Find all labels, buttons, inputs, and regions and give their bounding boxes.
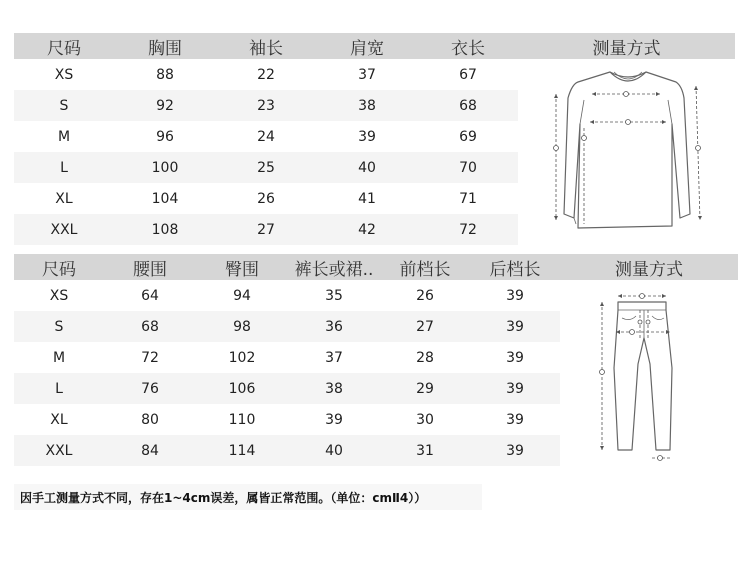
sleeve-cell: 23 xyxy=(257,97,275,114)
pants-length-cell: 39 xyxy=(325,411,343,428)
front-rise-cell: 30 xyxy=(416,411,434,428)
back-rise-cell: 39 xyxy=(506,411,524,428)
sleeve-cell: 25 xyxy=(257,159,275,176)
chest-cell: 88 xyxy=(156,66,174,83)
header-waist: 腰围 xyxy=(133,259,167,280)
hip-cell: 102 xyxy=(228,349,256,366)
waist-cell: 80 xyxy=(141,411,159,428)
header-front-rise: 前档长 xyxy=(399,259,451,280)
size-cell: L xyxy=(60,159,68,176)
table-row xyxy=(14,183,518,214)
shoulder-cell: 37 xyxy=(358,66,376,83)
waist-cell: 68 xyxy=(141,318,159,335)
size-cell: XS xyxy=(54,66,74,83)
shoulder-cell: 42 xyxy=(358,221,376,238)
table-row xyxy=(14,214,518,245)
waist-cell: 72 xyxy=(141,349,159,366)
table-row xyxy=(14,311,560,342)
shoulder-cell: 38 xyxy=(358,97,376,114)
waist-cell: 76 xyxy=(141,380,159,397)
top-table-header xyxy=(14,33,735,59)
size-cell: XL xyxy=(55,190,73,207)
pants-length-cell: 38 xyxy=(325,380,343,397)
table-row xyxy=(14,373,560,404)
length-cell: 72 xyxy=(459,221,477,238)
header-shoulder: 肩宽 xyxy=(350,38,384,59)
length-cell: 70 xyxy=(459,159,477,176)
pants-length-cell: 40 xyxy=(325,442,343,459)
front-rise-cell: 31 xyxy=(416,442,434,459)
measurement-note: 因手工测量方式不同，存在1~4cm误差，属皆正常范围。（单位：cmⅡ4）） xyxy=(14,484,482,510)
shoulder-cell: 40 xyxy=(358,159,376,176)
front-rise-cell: 27 xyxy=(416,318,434,335)
sleeve-cell: 26 xyxy=(257,190,275,207)
hip-cell: 114 xyxy=(228,442,256,459)
back-rise-cell: 39 xyxy=(506,349,524,366)
chest-cell: 96 xyxy=(156,128,174,145)
hip-cell: 110 xyxy=(228,411,256,428)
header-sleeve: 袖长 xyxy=(249,38,283,59)
pants-length-cell: 36 xyxy=(325,318,343,335)
front-rise-cell: 28 xyxy=(416,349,434,366)
chest-cell: 104 xyxy=(151,190,179,207)
hip-cell: 106 xyxy=(228,380,256,397)
back-rise-cell: 39 xyxy=(506,442,524,459)
header-size: 尺码 xyxy=(47,38,81,59)
pants-diagram-icon xyxy=(590,288,690,468)
shirt-diagram-icon xyxy=(548,64,708,236)
size-cell: M xyxy=(57,128,71,145)
chest-cell: 100 xyxy=(151,159,179,176)
waist-cell: 84 xyxy=(141,442,159,459)
front-rise-cell: 26 xyxy=(416,287,434,304)
front-rise-cell: 29 xyxy=(416,380,434,397)
chest-cell: 92 xyxy=(156,97,174,114)
sleeve-cell: 27 xyxy=(257,221,275,238)
table-row xyxy=(14,152,518,183)
header-size: 尺码 xyxy=(42,259,76,280)
back-rise-cell: 39 xyxy=(506,318,524,335)
bottom-table-header xyxy=(14,254,738,280)
waist-cell: 64 xyxy=(141,287,159,304)
chest-cell: 108 xyxy=(151,221,179,238)
length-cell: 68 xyxy=(459,97,477,114)
table-row xyxy=(14,90,518,121)
table-row xyxy=(14,121,518,152)
back-rise-cell: 39 xyxy=(506,380,524,397)
sleeve-cell: 24 xyxy=(257,128,275,145)
size-cell: XXL xyxy=(45,442,73,459)
hip-cell: 94 xyxy=(233,287,251,304)
shoulder-cell: 41 xyxy=(358,190,376,207)
shoulder-cell: 39 xyxy=(358,128,376,145)
table-row xyxy=(14,435,560,466)
hip-cell: 98 xyxy=(233,318,251,335)
size-cell: XL xyxy=(50,411,68,428)
pants-length-cell: 37 xyxy=(325,349,343,366)
header-chest: 胸围 xyxy=(148,38,182,59)
header-back-rise: 后档长 xyxy=(489,259,541,280)
size-cell: S xyxy=(54,318,64,335)
length-cell: 71 xyxy=(459,190,477,207)
header-pants-length: 裤长或裙.. xyxy=(294,259,374,280)
table-row xyxy=(14,342,560,373)
length-cell: 67 xyxy=(459,66,477,83)
size-cell: M xyxy=(52,349,66,366)
header-hip: 臀围 xyxy=(225,259,259,280)
size-cell: S xyxy=(59,97,69,114)
table-row xyxy=(14,404,560,435)
size-cell: XXL xyxy=(50,221,78,238)
back-rise-cell: 39 xyxy=(506,287,524,304)
size-cell: XS xyxy=(49,287,69,304)
header-length: 衣长 xyxy=(451,38,485,59)
size-cell: L xyxy=(55,380,63,397)
sleeve-cell: 22 xyxy=(257,66,275,83)
pants-length-cell: 35 xyxy=(325,287,343,304)
table-row xyxy=(14,59,518,90)
length-cell: 69 xyxy=(459,128,477,145)
header-measure-method: 测量方式 xyxy=(615,259,683,280)
header-measure-method: 测量方式 xyxy=(592,38,661,59)
table-row xyxy=(14,280,560,311)
